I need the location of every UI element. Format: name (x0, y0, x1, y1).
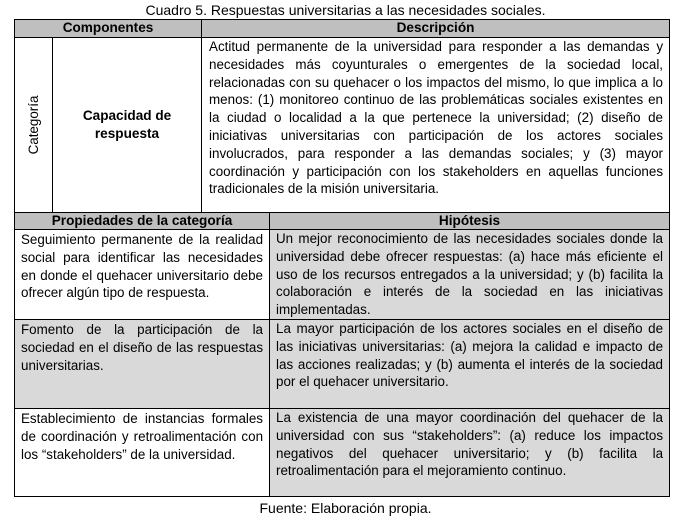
header-descripcion: Descripción (202, 20, 670, 38)
hypothesis-cell: La existencia de una mayor coordinación del quehacer de la universidad con sus “stakeholders”: (a) reduce los impactos negativos del quehacer universitario; y (b) facilita la retroalimentación para el mejoramiento continuo. (270, 408, 670, 496)
category-cell (15, 38, 53, 213)
table-row (15, 230, 670, 320)
category-label: Categoría (25, 95, 41, 155)
hypothesis-cell: La mayor participación de los actores sociales en el diseño de las iniciativas universitarias: (a) mejora la calidad e impacto de las acciones realizadas; y (b) aumenta el interés de la sociedad por el quehacer universitario. (270, 319, 670, 408)
table-row (15, 319, 670, 408)
table-row (15, 408, 670, 496)
header-propiedades: Propiedades de la categoría (15, 213, 270, 230)
hypothesis-cell: Un mejor reconocimiento de las necesidades sociales donde la universidad debe ofrecer respuestas: (a) hace más eficiente el uso de los recursos entregados a la universidad; y (b) facilita la colaboración e interés de la sociedad en las iniciativas implementadas. (270, 230, 670, 320)
component-name: Capacidad de respuesta (53, 38, 202, 213)
property-cell: Seguimiento permanente de la realidad social para identificar las necesidades en donde el quehacer universitario debe ofrecer algún tipo de respuesta. (15, 230, 270, 320)
description-text: Actitud permanente de la universidad para responder a las demandas y necesidades más coyunturales o emergentes de la sociedad local, relacionadas con su quehacer o los impactos del mismo, lo que implica a lo menos: (1) monitoreo continuo de las problemáticas sociales existentes en la ciudad o localidad a la que pertenece la universidad; (2) diseño de iniciativas universitarias con participación de los actores sociales involucrados, para responder a las demandas sociales; y (3) mayor coordinación y participación con los stakeholders en aquellas funciones tradicionales de la misión universitaria. (202, 38, 670, 213)
property-cell: Fomento de la participación de la sociedad en el diseño de las respuestas universitarias. (15, 319, 270, 408)
header-hipotesis: Hipótesis (270, 213, 670, 230)
responses-table (14, 19, 670, 497)
property-cell: Establecimiento de instancias formales de coordinación y retroalimentación con los “stakeholders” de la universidad. (15, 408, 270, 496)
header-componentes: Componentes (15, 20, 202, 38)
table-source: Fuente: Elaboración propia. (259, 500, 432, 516)
table-caption: Cuadro 5. Respuestas universitarias a las necesidades sociales. (145, 2, 546, 18)
